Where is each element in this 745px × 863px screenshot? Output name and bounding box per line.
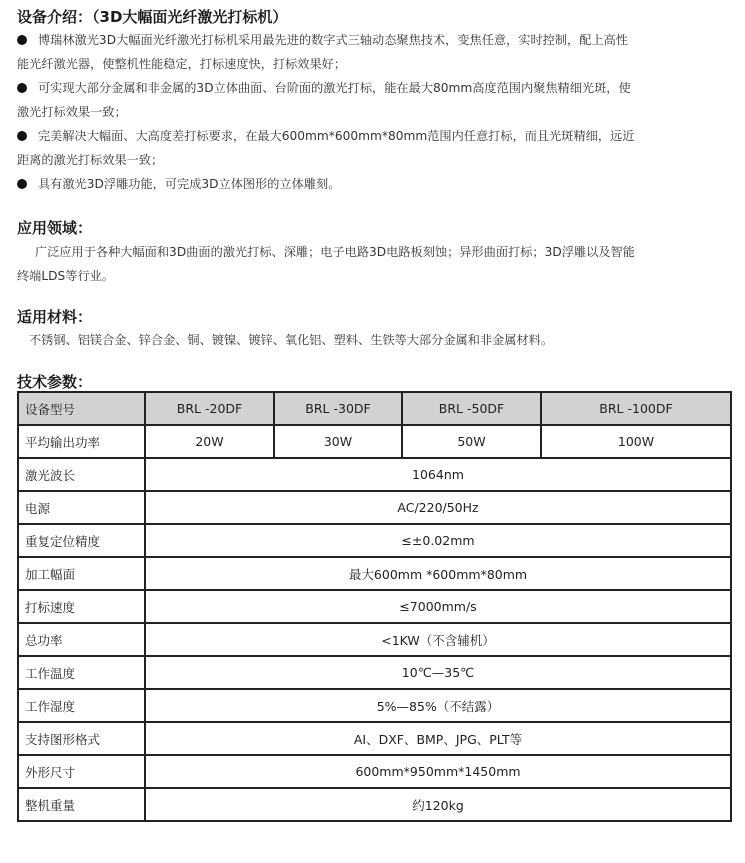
bullet-text: 博瑞林激光3D大幅面光纤激光打标机采用最先进的数字式三轴动态聚焦技术，变焦任意，实时控制，配上高性 xyxy=(38,33,628,47)
table-row xyxy=(18,458,731,491)
model-header: BRL -30DF xyxy=(274,392,402,425)
bullet-icon xyxy=(17,131,27,141)
table-row xyxy=(18,590,731,623)
materials-text xyxy=(17,328,729,352)
row-value: ≤7000mm/s xyxy=(145,590,731,623)
table-row xyxy=(18,788,731,821)
bullet-text: 具有激光3D浮雕功能，可完成3D立体图形的立体雕刻。 xyxy=(38,177,341,191)
bullet-text-cont: 能光纤激光器，使整机性能稳定，打标速度快，打标效果好； xyxy=(17,57,347,71)
row-value: 1064nm xyxy=(145,458,731,491)
intro-bullet xyxy=(17,76,729,124)
bullet-icon xyxy=(17,35,27,45)
bullet-text: 可实现大部分金属和非金属的3D立体曲面、台阶面的激光打标，能在最大80mm高度范围内聚焦精细光斑，使 xyxy=(38,81,631,95)
application-text xyxy=(17,240,729,288)
row-label: 激光波长 xyxy=(18,458,145,491)
row-label: 工作温度 xyxy=(18,656,145,689)
model-header: BRL -20DF xyxy=(145,392,274,425)
table-row xyxy=(18,524,731,557)
bullet-text-cont: 距离的激光打标效果一致； xyxy=(17,153,164,167)
row-label: 平均输出功率 xyxy=(18,425,145,458)
intro-bullet xyxy=(17,124,729,172)
row-label: 重复定位精度 xyxy=(18,524,145,557)
row-label: 支持图形格式 xyxy=(18,722,145,755)
materials-title: 适用材料： xyxy=(17,308,93,326)
table-row xyxy=(18,755,731,788)
specs-title: 技术参数： xyxy=(17,373,93,391)
header-label: 设备型号 xyxy=(18,392,145,425)
table-row xyxy=(18,557,731,590)
intro-bullet xyxy=(17,172,729,196)
bullet-text-cont: 激光打标效果一致； xyxy=(17,105,127,119)
row-value: AC/220/50Hz xyxy=(145,491,731,524)
row-value: 30W xyxy=(274,425,402,458)
row-value: 约120kg xyxy=(145,788,731,821)
row-value: 5%—85%（不结露） xyxy=(145,689,731,722)
materials-line: 不锈钢、铝镁合金、锌合金、铜、镀镍、镀锌、氧化铝、塑料、生铁等大部分金属和非金属材料。 xyxy=(29,333,554,347)
specs-table xyxy=(17,391,732,822)
model-header: BRL -50DF xyxy=(402,392,541,425)
application-title: 应用领域： xyxy=(17,219,93,237)
table-row xyxy=(18,656,731,689)
bullet-icon xyxy=(17,179,27,189)
table-row xyxy=(18,425,731,458)
row-value: 600mm*950mm*1450mm xyxy=(145,755,731,788)
model-header: BRL -100DF xyxy=(541,392,731,425)
row-value: ≤±0.02mm xyxy=(145,524,731,557)
bullet-text: 完美解决大幅面、大高度差打标要求，在最大600mm*600mm*80mm范围内任意打标，而且光斑精细，远近 xyxy=(38,129,635,143)
row-label: 电源 xyxy=(18,491,145,524)
table-row xyxy=(18,623,731,656)
row-value: <1KW（不含辅机） xyxy=(145,623,731,656)
row-value: 100W xyxy=(541,425,731,458)
table-row xyxy=(18,689,731,722)
intro-bullet xyxy=(17,28,729,76)
row-label: 整机重量 xyxy=(18,788,145,821)
row-value: AI、DXF、BMP、JPG、PLT等 xyxy=(145,722,731,755)
row-label: 打标速度 xyxy=(18,590,145,623)
row-value: 20W xyxy=(145,425,274,458)
application-line: 终端LDS等行业。 xyxy=(17,269,115,283)
intro-title: 设备介绍：（3D大幅面光纤激光打标机） xyxy=(17,8,288,26)
bullet-icon xyxy=(17,83,27,93)
application-line: 广泛应用于各种大幅面和3D曲面的激光打标、深雕；电子电路3D电路板刻蚀；异形曲面打标；3D浮雕以及智能 xyxy=(35,245,635,259)
row-value: 10℃—35℃ xyxy=(145,656,731,689)
row-value: 最大600mm *600mm*80mm xyxy=(145,557,731,590)
table-row xyxy=(18,722,731,755)
table-row xyxy=(18,491,731,524)
row-label: 工作湿度 xyxy=(18,689,145,722)
row-label: 外形尺寸 xyxy=(18,755,145,788)
row-label: 总功率 xyxy=(18,623,145,656)
row-label: 加工幅面 xyxy=(18,557,145,590)
row-value: 50W xyxy=(402,425,541,458)
table-header-row xyxy=(18,392,731,425)
